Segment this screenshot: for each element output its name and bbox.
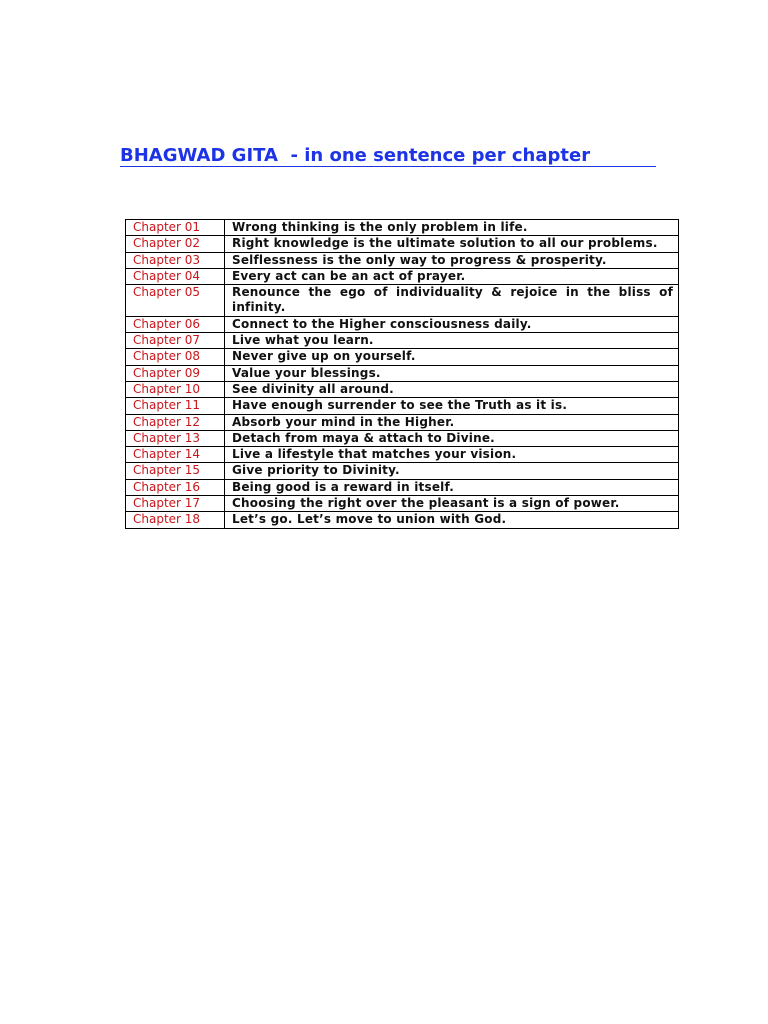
chapter-label: Chapter 15 <box>126 463 225 479</box>
chapter-sentence: Absorb your mind in the Higher. <box>225 414 679 430</box>
chapter-summary-table <box>125 219 679 529</box>
table-row <box>126 220 679 236</box>
chapter-label: Chapter 04 <box>126 268 225 284</box>
chapter-label: Chapter 14 <box>126 447 225 463</box>
chapter-label: Chapter 02 <box>126 236 225 252</box>
chapter-label: Chapter 09 <box>126 365 225 381</box>
chapter-sentence: Being good is a reward in itself. <box>225 479 679 495</box>
chapter-label: Chapter 18 <box>126 512 225 528</box>
table-row <box>126 285 679 317</box>
chapter-label: Chapter 07 <box>126 333 225 349</box>
chapter-label: Chapter 12 <box>126 414 225 430</box>
chapter-sentence: Live what you learn. <box>225 333 679 349</box>
chapter-label: Chapter 16 <box>126 479 225 495</box>
chapter-label: Chapter 08 <box>126 349 225 365</box>
table-row <box>126 430 679 446</box>
chapter-sentence: Live a lifestyle that matches your vision. <box>225 447 679 463</box>
table-row <box>126 349 679 365</box>
chapter-label: Chapter 11 <box>126 398 225 414</box>
table-row <box>126 512 679 528</box>
table-row <box>126 236 679 252</box>
chapter-label: Chapter 05 <box>126 285 225 317</box>
chapter-sentence: Never give up on yourself. <box>225 349 679 365</box>
chapter-sentence: Let’s go. Let’s move to union with God. <box>225 512 679 528</box>
chapter-sentence: Right knowledge is the ultimate solution to all our problems. <box>225 236 679 252</box>
chapter-sentence: Selflessness is the only way to progress & prosperity. <box>225 252 679 268</box>
table-row <box>126 333 679 349</box>
table-row <box>126 252 679 268</box>
chapter-label: Chapter 17 <box>126 496 225 512</box>
chapter-label: Chapter 01 <box>126 220 225 236</box>
table-row <box>126 496 679 512</box>
page-title: BHAGWAD GITA - in one sentence per chapter <box>120 145 597 166</box>
chapter-sentence: Give priority to Divinity. <box>225 463 679 479</box>
table-row <box>126 365 679 381</box>
chapter-sentence: Have enough surrender to see the Truth as it is. <box>225 398 679 414</box>
chapter-sentence: Connect to the Higher consciousness daily. <box>225 316 679 332</box>
table-row <box>126 268 679 284</box>
table-row <box>126 381 679 397</box>
chapter-sentence: Renounce the ego of individuality & rejoice in the bliss of infinity. <box>225 285 679 317</box>
chapter-rows <box>126 220 679 529</box>
table-row <box>126 316 679 332</box>
chapter-sentence: Wrong thinking is the only problem in life. <box>225 220 679 236</box>
table-row <box>126 447 679 463</box>
chapter-sentence: Every act can be an act of prayer. <box>225 268 679 284</box>
chapter-sentence: See divinity all around. <box>225 381 679 397</box>
table-row <box>126 398 679 414</box>
chapter-label: Chapter 13 <box>126 430 225 446</box>
title-underline <box>120 166 656 167</box>
table-row <box>126 479 679 495</box>
chapter-sentence: Value your blessings. <box>225 365 679 381</box>
chapter-label: Chapter 06 <box>126 316 225 332</box>
chapter-label: Chapter 10 <box>126 381 225 397</box>
chapter-label: Chapter 03 <box>126 252 225 268</box>
chapter-sentence: Detach from maya & attach to Divine. <box>225 430 679 446</box>
table-row <box>126 414 679 430</box>
chapter-sentence: Choosing the right over the pleasant is a sign of power. <box>225 496 679 512</box>
table-row <box>126 463 679 479</box>
